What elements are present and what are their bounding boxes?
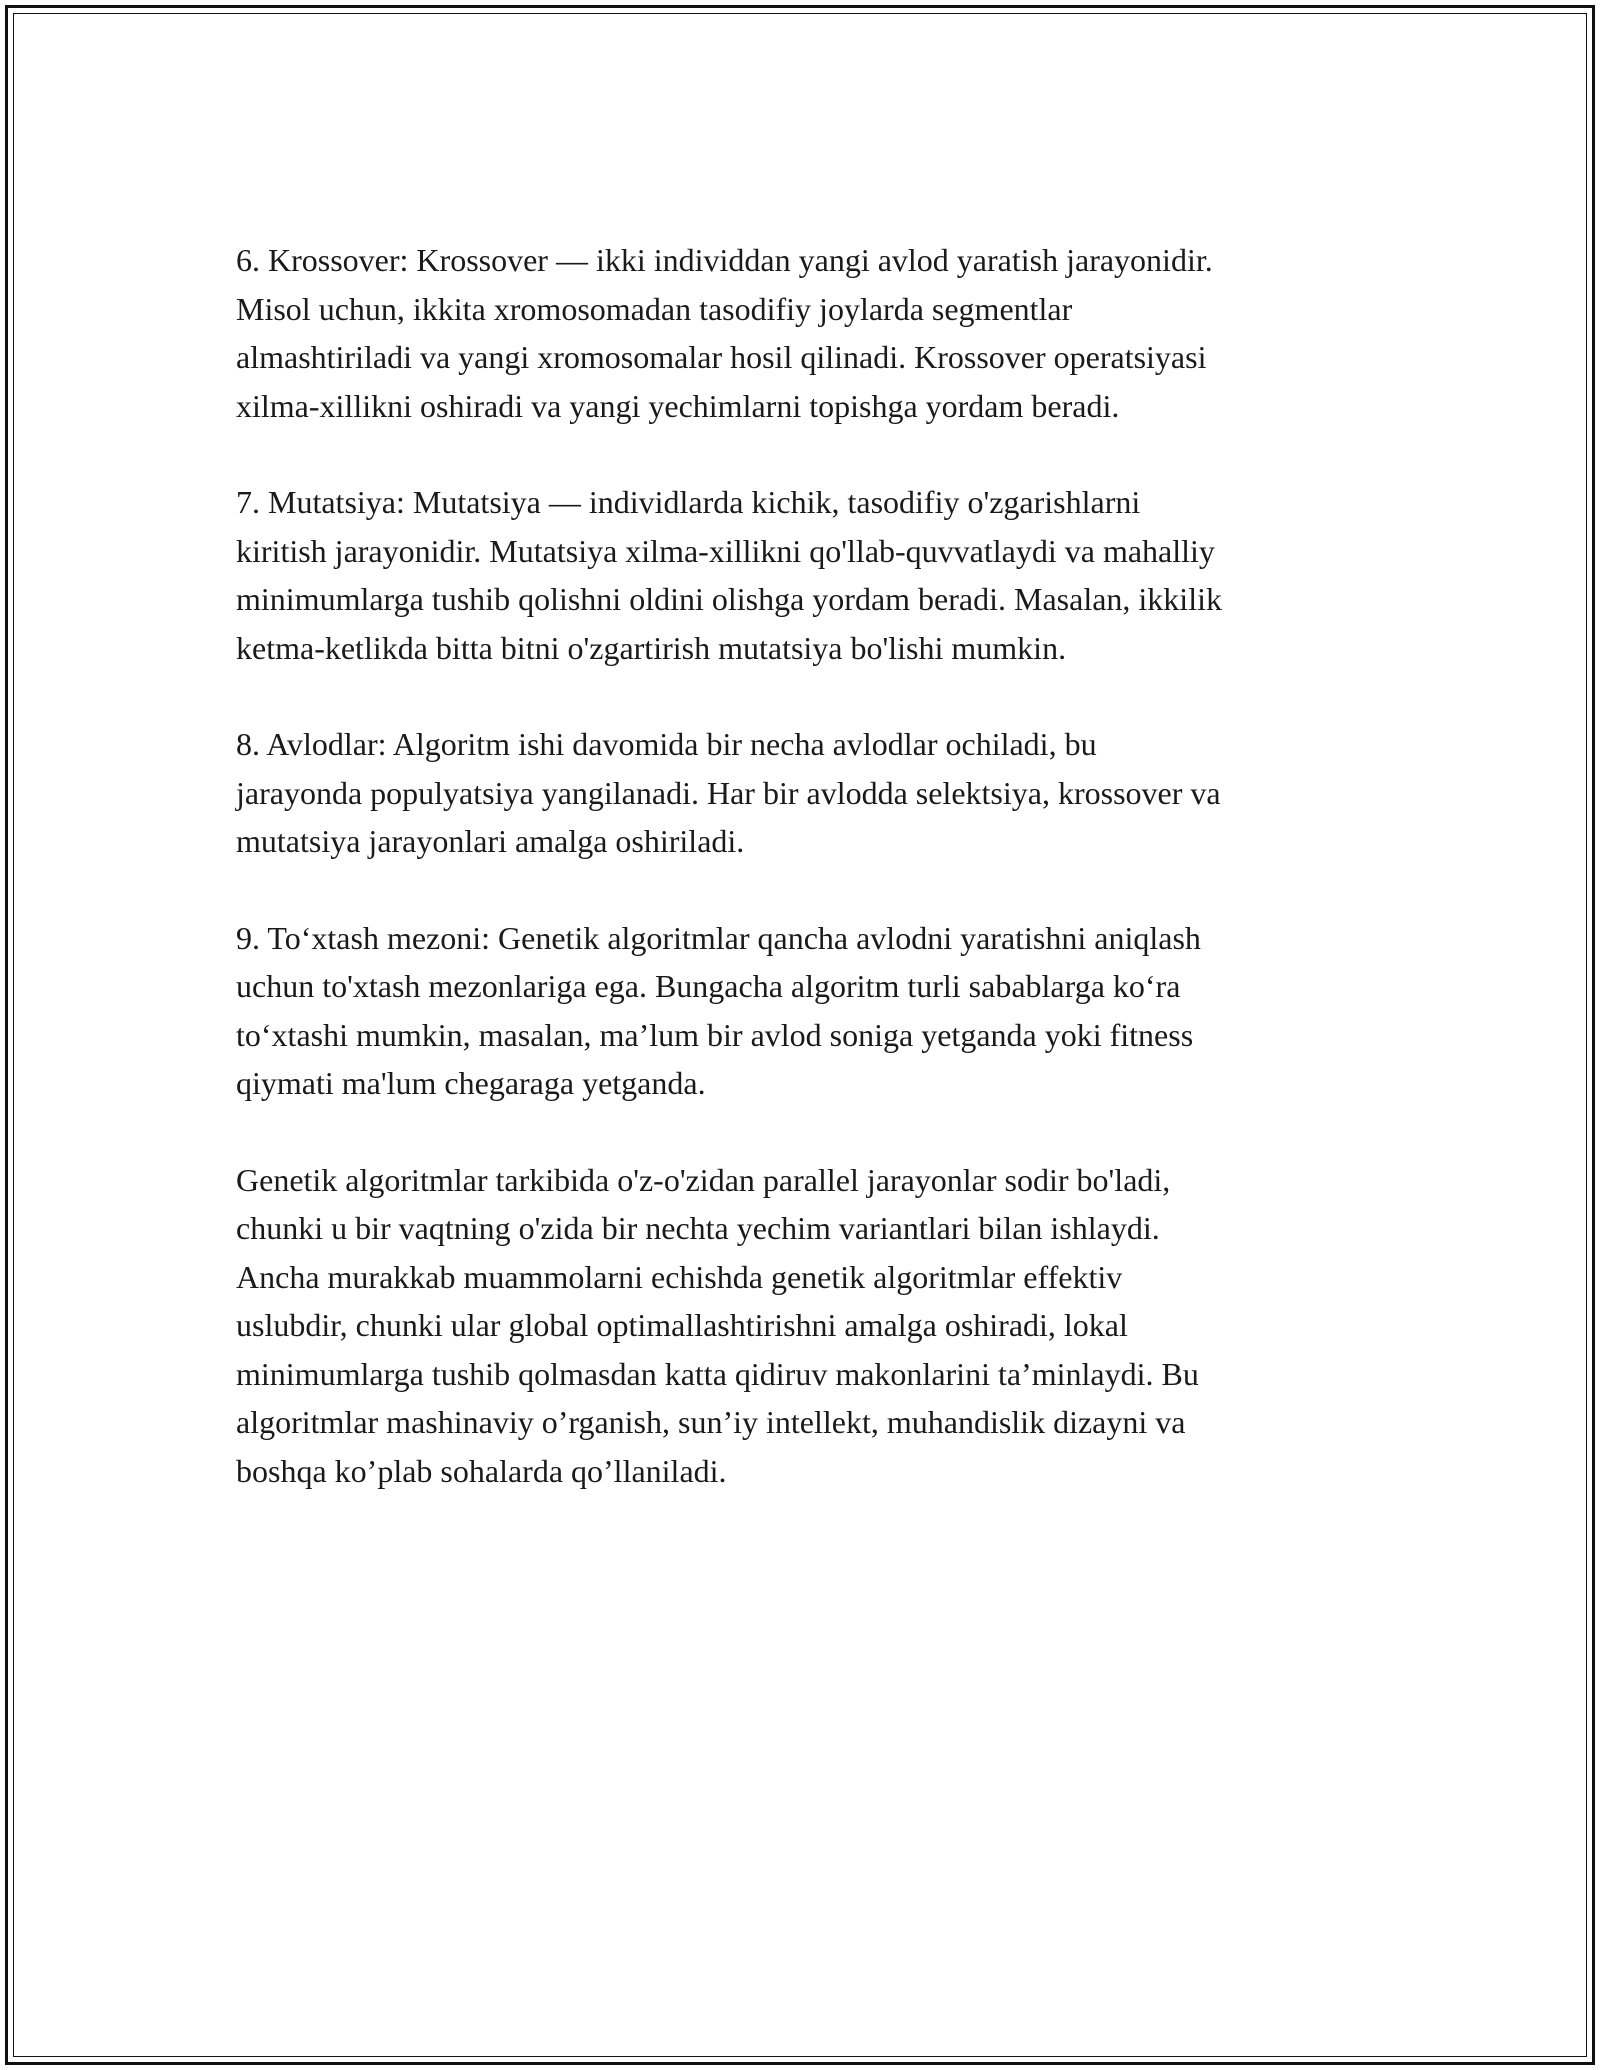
text-line: uslubdir, chunki ular global optimallashtirishni amalga oshiradi, lokal <box>236 1307 1128 1343</box>
text-line: almashtiriladi va yangi xromosomalar hosil qilinadi. Krossover operatsiyasi <box>236 339 1207 375</box>
text-line: Ancha murakkab muammolarni echishda genetik algoritmlar effektiv <box>236 1258 1123 1295</box>
text-line: xilma-xillikni oshiradi va yangi yechimlarni topishga yordam beradi. <box>236 387 1120 424</box>
document-body <box>236 236 1386 1543</box>
text-line: algoritmlar mashinaviy o’rganish, sun’iy intellekt, muhandislik dizayni va <box>236 1404 1186 1440</box>
paragraph-toxtash-mezoni <box>236 914 1386 1108</box>
text-line: Misol uchun, ikkita xromosomadan tasodifiy joylarda segmentlar <box>236 290 1073 327</box>
paragraph-avlodlar <box>236 720 1386 866</box>
text-line: 7. Mutatsiya: Mutatsiya — individlarda kichik, tasodifiy o'zgarishlarni <box>236 484 1141 520</box>
text-line: minimumlarga tushib qolmasdan katta qidiruv makonlarini ta’minlaydi. Bu <box>236 1355 1199 1392</box>
text-line: to‘xtashi mumkin, masalan, ma’lum bir avlod soniga yetganda yoki fitness <box>236 1016 1194 1053</box>
text-line: Genetik algoritmlar tarkibida o'z-o'zidan parallel jarayonlar sodir bo'ladi, <box>236 1161 1171 1198</box>
text-line: 8. Avlodlar: Algoritm ishi davomida bir necha avlodlar ochiladi, bu <box>236 726 1097 762</box>
text-line: chunki u bir vaqtning o'zida bir nechta yechim variantlari bilan ishlaydi. <box>236 1210 1160 1246</box>
text-line: jarayonda populyatsiya yangilanadi. Har bir avlodda selektsiya, krossover va <box>236 774 1221 811</box>
paragraph-krossover <box>236 236 1386 430</box>
text-line: qiymati ma'lum chegaraga yetganda. <box>236 1065 706 1101</box>
text-line: 9. To‘xtash mezoni: Genetik algoritmlar qancha avlodni yaratishni aniqlash <box>236 919 1201 956</box>
text-line: boshqa ko’plab sohalarda qo’llaniladi. <box>236 1452 727 1489</box>
text-line: kiritish jarayonidir. Mutatsiya xilma-xillikni qo'llab-quvvatlaydi va mahalliy <box>236 532 1215 569</box>
text-line: ketma-ketlikda bitta bitni o'zgartirish mutatsiya bo'lishi mumkin. <box>236 629 1067 666</box>
text-line: 6. Krossover: Krossover — ikki individdan yangi avlod yaratish jarayonidir. <box>236 242 1213 278</box>
text-line: mutatsiya jarayonlari amalga oshiriladi. <box>236 823 745 859</box>
text-line: minimumlarga tushib qolishni oldini olishga yordam beradi. Masalan, ikkilik <box>236 581 1222 617</box>
paragraph-conclusion <box>236 1156 1386 1496</box>
text-line: uchun to'xtash mezonlariga ega. Bungacha algoritm turli sabablarga ko‘ra <box>236 968 1181 1004</box>
paragraph-mutatsiya <box>236 478 1386 672</box>
